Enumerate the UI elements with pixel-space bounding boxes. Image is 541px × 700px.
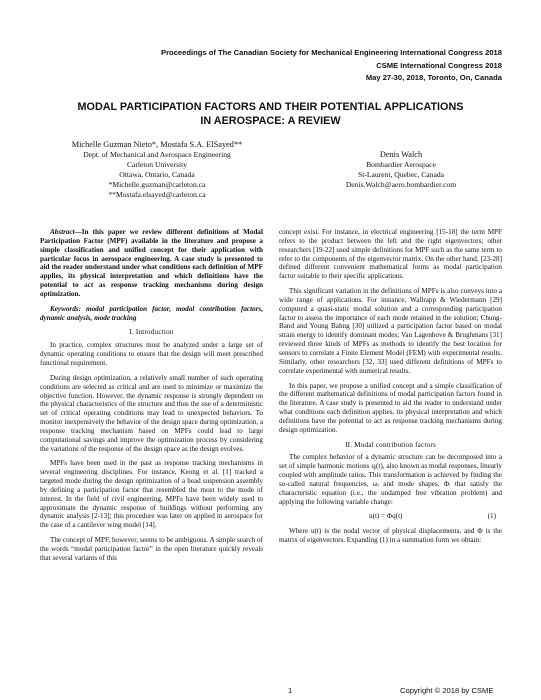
author-email-walch[interactable]: Denis.Walch@aero.bombardier.com [345, 180, 457, 189]
section-heading-modal-contribution: II. Modal contribution factors [345, 440, 436, 449]
keywords-label: Keywords: [50, 304, 81, 313]
paragraph: The complex behavior of a dynamic structure can be decomposed into a set of simple harmonic motions qᵢ(t), also known as modal responses, linearly coupled with amplitude ratios. This transformation is achieved by finding the so-called natural frequencies, ωᵢ and mode shapes, Φᵢ that satisfy the characteristic equation (i.e., the undamped free vibration problem) and applying the following variable change: [279, 453, 502, 506]
abstract-label: Abstract [50, 228, 75, 236]
proceedings-header: Proceedings of The Canadian Society for Mechanical Engineering International Congress 2018 [161, 48, 502, 57]
author-name-walch: Denis Walch [379, 150, 423, 159]
author-block-right [316, 150, 486, 190]
author-email-2[interactable]: **Mostafa.elsayed@carleton.ca [108, 190, 206, 199]
paper-title [40, 100, 501, 128]
left-column [40, 228, 263, 569]
page-number: 1 [288, 686, 293, 695]
paragraph: MPFs have been used in the past as response tracking mechanisms in several engineering disciplines. For instance, Keong et al. [1] tracked a targeted mode during the design optimization of a head suspension assembly by defining a participation factor that resembled the most to the mode of interest. In the field of civil engineering, MPFs have been widely used to approximate the dynamic response of buildings without performing any dynamic analysis [2-13]; this procedure was later on applied in aerospace for the case of a cantilever wing model [14]. [40, 459, 263, 530]
title-line-1: MODAL PARTICIPATION FACTORS AND THEIR POTENTIAL APPLICATIONS [77, 101, 464, 113]
author-block-left [52, 140, 262, 200]
equation-number: (1) [487, 512, 496, 521]
equation-body: u(t) = Φq(t) [369, 512, 403, 521]
author-university: Carleton University [126, 160, 188, 169]
author-names: Michelle Guzman Nieto*, Mostafa S.A. ElSayed** [71, 140, 243, 149]
abstract-text: —In this paper we review different definitions of Modal Participation Factor (MPF) available in the literature and propose a simple classification and unified concept for their application with particular focus in aerospace engineering. A case study is presented to aid the reader understand under what conditions each definition of MPF applies, its physical interpretation and which definitions have the potential to act as response tracking mechanisms during design optimization. [40, 228, 263, 298]
abstract [40, 228, 263, 299]
paragraph: This significant variation in the definitions of MPFs is also conveys into a wide range of applications. For instance, Wallrapp & Wiedermann [29] computed a quasi-static modal solution and a corresponding participation factor to assess the importance of each mode retained in the solution; Chung-Band and Young Bahng [30] utilized a participation factor based on modal strain energy to identify dominant modes; Van Lagenhove & Brughmans [31] reviewed three kinds of MPFs as methods to identify the best location for sensors to correlate a Finite Element Model (FEM) with experimental results. Similarly, other researchers [32, 33] used different definitions of MPFs to correlate experimental with numerical results. [279, 287, 502, 375]
title-line-2: IN AEROSPACE: A REVIEW [200, 115, 341, 127]
paragraph: concept exist. For instance, in electrical engineering [15-18] the term MPF refers to the product between the left and the right eigenvectors; other researchers [19-22] used simple definitions for MPF such as the same term to refer to the components of the eigenvector matrix. On the other hand, [23-28] defined different convenient mathematical forms as modal participation factor suitable to their specific applications. [279, 228, 502, 281]
congress-dates: May 27-30, 2018, Toronto, On, Canada [365, 73, 502, 82]
paragraph: In practice, complex structures must be analyzed under a large set of dynamic operating conditions to ensure that the design will meet prescribed functional requirement. [40, 341, 263, 367]
congress-name: CSME International Congress 2018 [376, 61, 502, 70]
paragraph: The concept of MPF, however, seems to be ambiguous. A simple search of the words “modal participation factor” in the open literature quickly reveals that several variants of this [40, 536, 263, 562]
keywords [40, 305, 263, 323]
keywords-text: modal participation factor, modal contribution factors, dynamic analysis, mode tracking [40, 304, 263, 322]
author-city: Ottawa, Ontario, Canada [119, 170, 195, 179]
copyright-notice: Copyright © 2018 by CSME [400, 686, 494, 695]
section-heading-introduction: I. Introduction [129, 328, 174, 337]
right-column [279, 228, 502, 551]
author-city-right: St-Laurent, Quebec, Canada [357, 170, 445, 179]
equation-1 [279, 512, 502, 521]
author-email-1[interactable]: *Michelle.guzman@carleton.ca [108, 180, 206, 189]
paragraph: During design optimization, a relatively small number of such operating conditions are selected as critical and are used to minimize or maximize the objective function. However, the dynamic response is strongly dependent on the physical characteristics of the structure and thus the use of a deterministic set of critical operating conditions may lead to unexpected behaviors. To monitor inexpensively the behavior of the design space during optimization, a response tracking mechanism based on MPFs could lead to large computational savings and improve the optimization process by considering the variations of the response of the design space as the design evolves. [40, 373, 263, 453]
author-org: Bombardier Aerospace [366, 160, 436, 169]
author-dept: Dept. of Mechanical and Aerospace Engineering [83, 150, 231, 159]
paragraph: In this paper, we propose a unified concept and a simple classification of the different mathematical definitions of modal participation factors found in the literature. A case study is presented to aid the reader to understand under what conditions each definition applies, its physical interpretation and which definitions have the potential to act as response tracking mechanisms during design optimization. [279, 381, 502, 434]
paragraph: Where u(t) is the nodal vector of physical displacements, and Φ is the matrix of eigenvectors. Expanding (1) in a summation form we obtain: [279, 527, 502, 545]
